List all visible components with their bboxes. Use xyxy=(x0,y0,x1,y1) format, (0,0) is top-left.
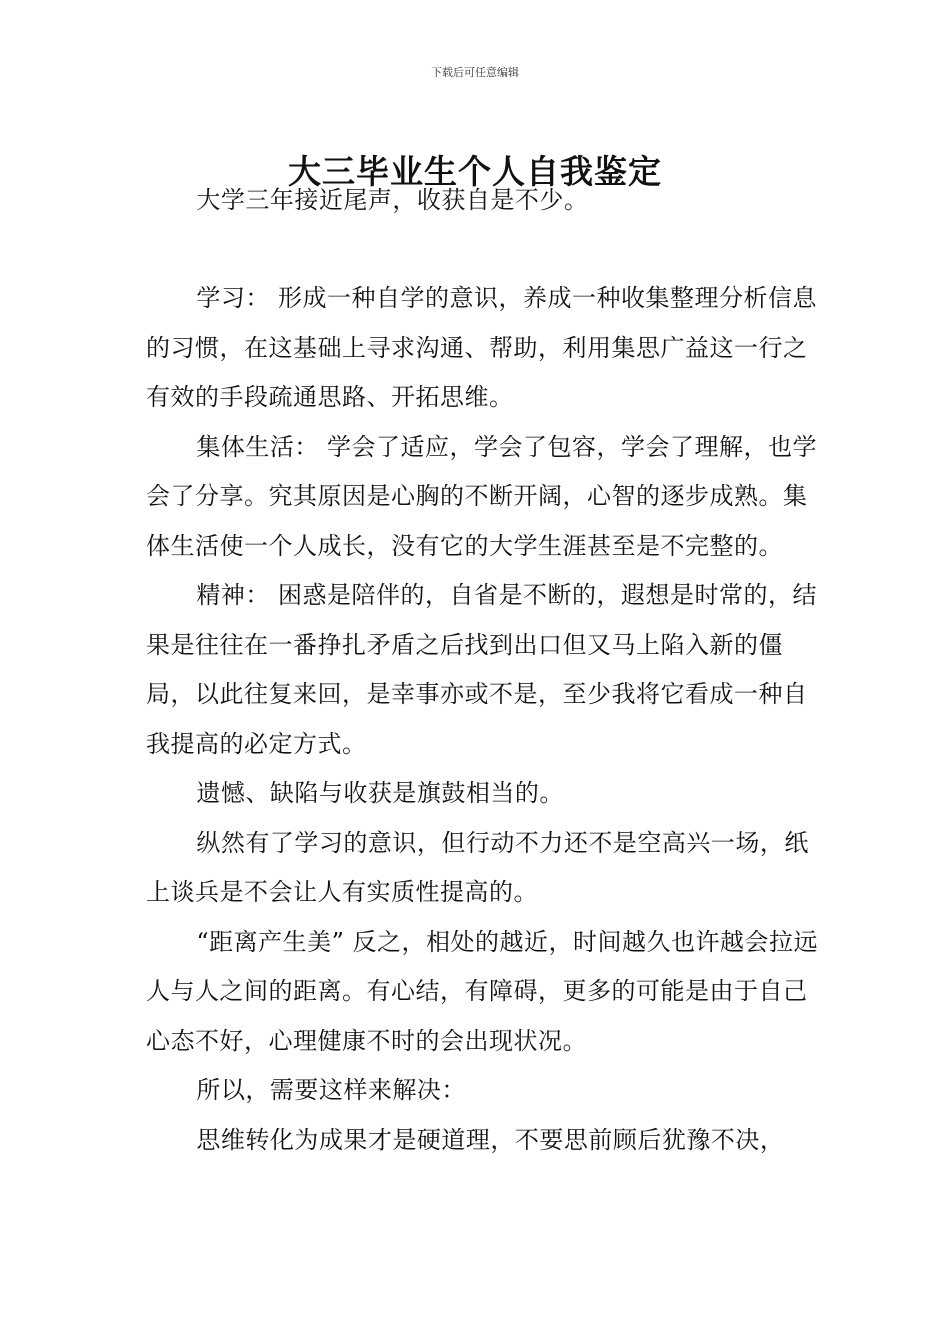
paragraph-collective-life: 集体生活： 学会了适应，学会了包容，学会了理解，也学会了分享。究其原因是心胸的不断开阔，心智的逐步成熟。集体生活使一个人成长，没有它的大学生涯甚至是不完整的。 xyxy=(146,432,818,560)
paragraph-learning-action: 纵然有了学习的意识，但行动不力还不是空高兴一场，纸上谈兵是不会让人有实质性提高的。 xyxy=(146,828,809,906)
intro-paragraph: 大学三年接近尾声，收获自是不少。 xyxy=(196,186,589,214)
paragraph-solution-intro: 所以，需要这样来解决： xyxy=(196,1076,466,1104)
document-title: 大三毕业生个人自我鉴定 xyxy=(288,152,662,192)
intro-block xyxy=(146,176,826,226)
paragraph-regrets: 遗憾、缺陷与收获是旗鼓相当的。 xyxy=(196,779,564,807)
paragraph-solution: 思维转化为成果才是硬道理，不要思前顾后犹豫不决， xyxy=(196,1125,785,1154)
paragraph-distance: “距离产生美” 反之，相处的越近，时间越久也许越会拉远人与人之间的距离。有心结，有障碍，更多的可能是由于自己心态不好，心理健康不时的会出现状况。 xyxy=(146,927,819,1055)
paragraph-study: 学习： 形成一种自学的意识，养成一种收集整理分析信息的习惯，在这基础上寻求沟通、帮助，利用集思广益这一行之有效的手段疏通思路、开拓思维。 xyxy=(146,284,818,411)
paragraph-spirit: 精神： 困惑是陪伴的，自省是不断的，遐想是时常的，结果是往往在一番挣扎矛盾之后找到出口但又马上陷入新的僵局，以此往复来回，是幸事亦或不是，至少我将它看成一种自我提高的必定方式。 xyxy=(146,581,818,758)
header-note: 下载后可任意编辑 xyxy=(431,66,519,79)
body-text xyxy=(146,274,826,1165)
